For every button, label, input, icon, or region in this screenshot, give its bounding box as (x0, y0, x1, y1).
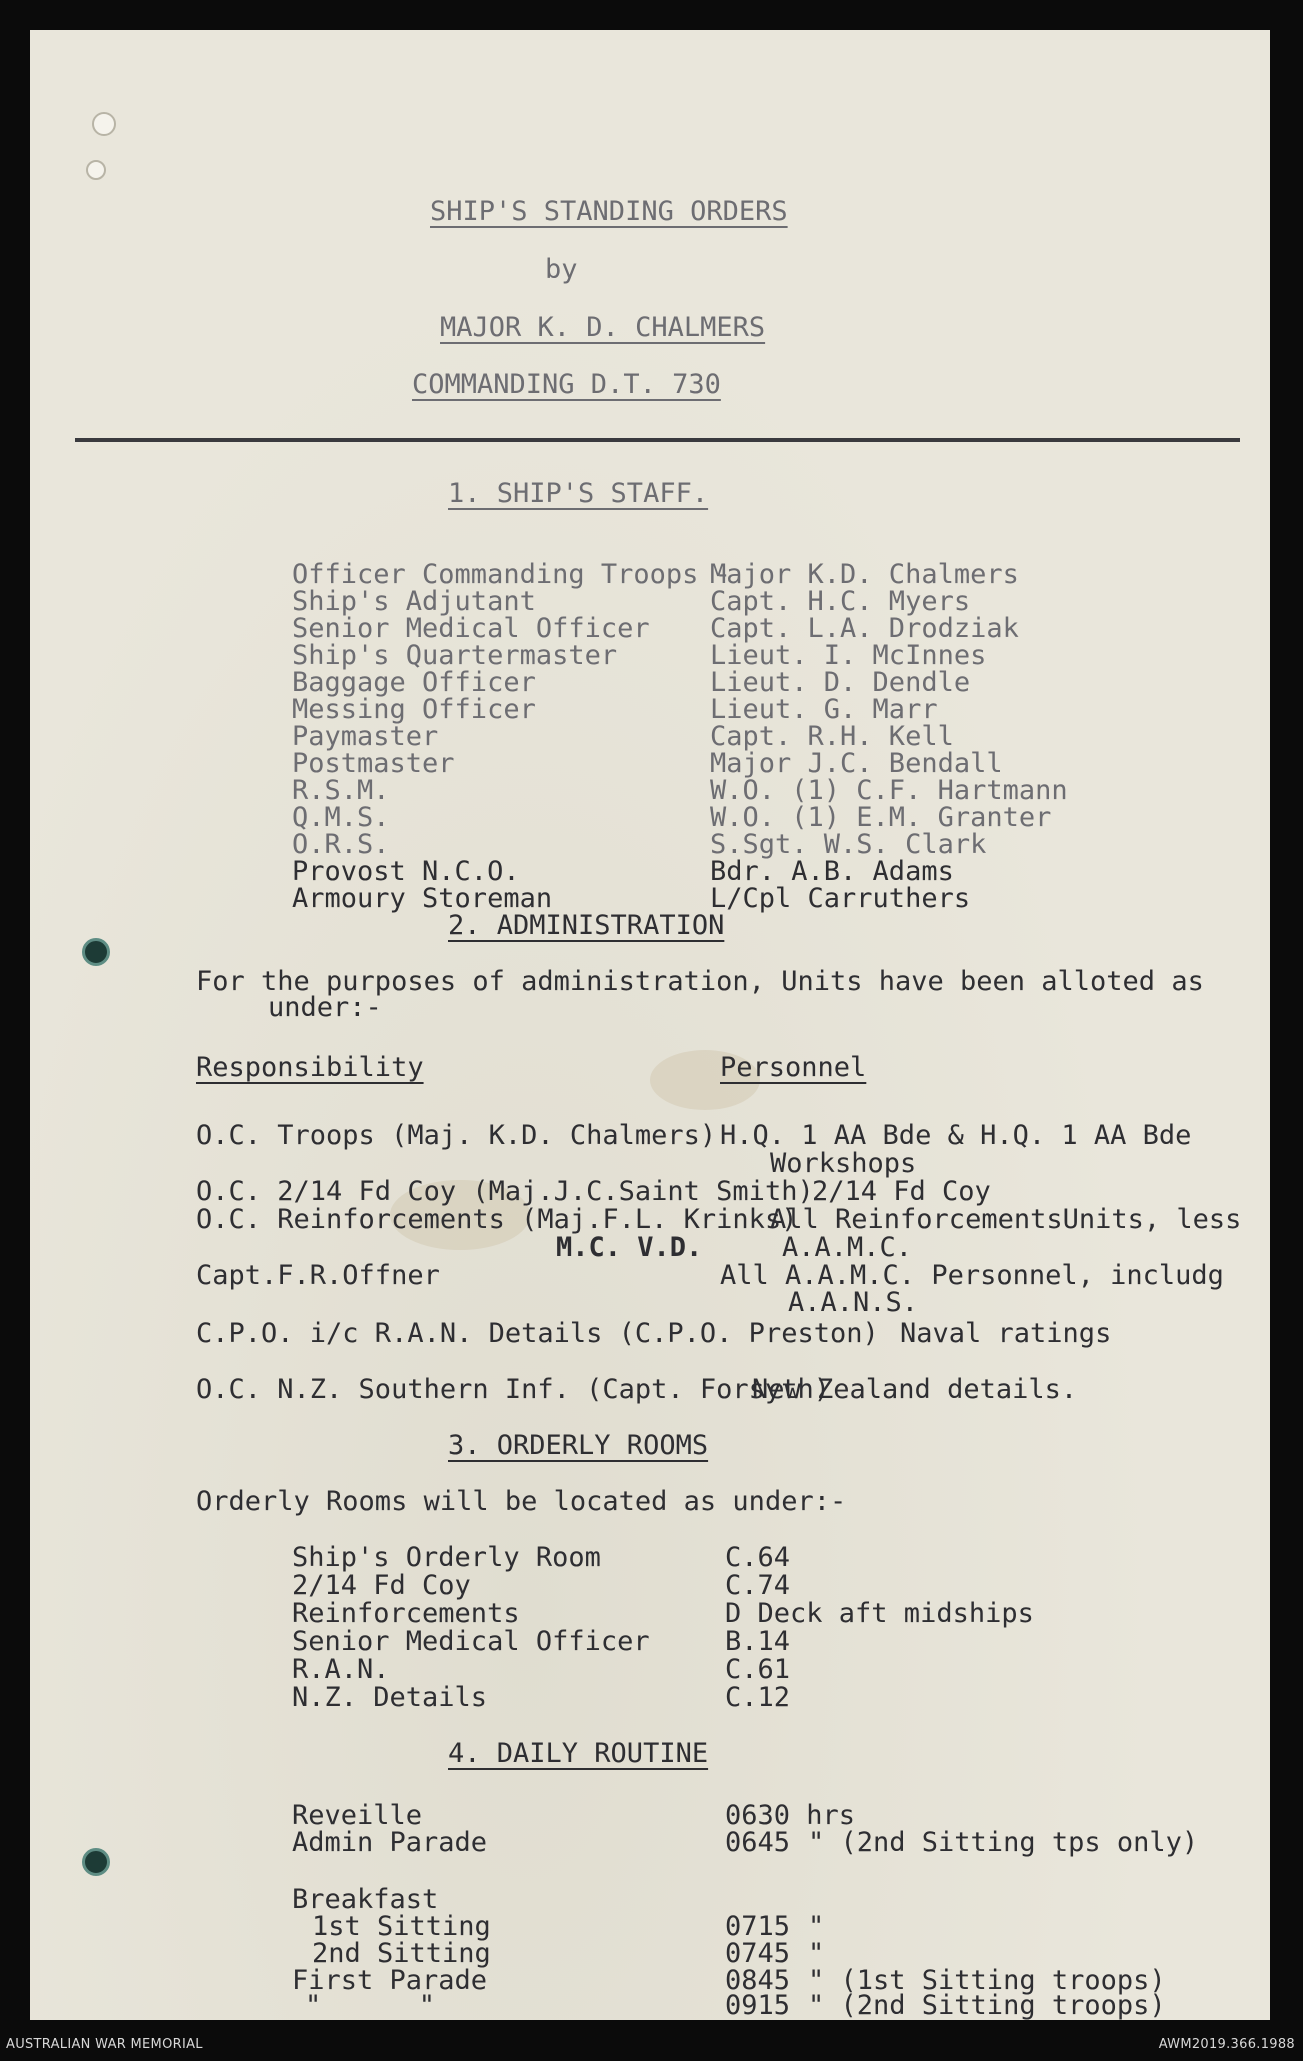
orderly-location: C.61 (725, 1654, 791, 1685)
staff-role: Baggage Officer (292, 667, 536, 698)
footer-accession: AWM2019.366.1988 (1158, 2037, 1295, 2052)
staff-role: Officer Commanding Troops - (292, 559, 731, 590)
staff-role: R.S.M. (292, 775, 390, 806)
orderly-intro: Orderly Rooms will be located as under:- (196, 1486, 847, 1517)
staff-name: Lieut. G. Marr (710, 694, 938, 725)
routine-time: 0630 hrs (725, 1800, 856, 1831)
routine-note: " (1st Sitting troops) (808, 1965, 1166, 1996)
routine-time: 0745 (725, 1938, 791, 1969)
admin-personnel: H.Q. 1 AA Bde & H.Q. 1 AA Bde (720, 1120, 1192, 1151)
orderly-location: C.12 (725, 1682, 791, 1713)
routine-item: Breakfast (292, 1884, 439, 1915)
routine-time: 0715 (725, 1911, 791, 1942)
staff-name: Bdr. A.B. Adams (710, 856, 954, 887)
orderly-room: Reinforcements (292, 1598, 520, 1629)
staff-role: Ship's Quartermaster (292, 640, 618, 671)
routine-item: Reveille (292, 1800, 423, 1831)
section1-heading: 1. SHIP'S STAFF. (448, 478, 709, 509)
admin-responsibility: O.C. 2/14 Fd Coy (Maj.J.C.Saint Smith) (196, 1176, 814, 1207)
admin-personnel: New Zealand details. (752, 1374, 1078, 1405)
admin-intro: under:- (268, 992, 382, 1023)
punch-hole (82, 1848, 110, 1876)
footer-credit: AUSTRALIAN WAR MEMORIAL (6, 2037, 203, 2052)
routine-note: " (2nd Sitting tps only) (808, 1827, 1199, 1858)
staff-name: Lieut. I. McInnes (710, 640, 987, 671)
staff-name: Capt. L.A. Drodziak (710, 613, 1019, 644)
routine-time: 0915 (725, 1990, 791, 2021)
section4-heading: 4. DAILY ROUTINE (448, 1738, 709, 1769)
staff-role: Armoury Storeman (292, 883, 553, 914)
document-page (30, 30, 1270, 2020)
staff-role: Postmaster (292, 748, 455, 779)
staff-role: Q.M.S. (292, 802, 390, 833)
staff-name: Major K.D. Chalmers (710, 559, 1019, 590)
routine-item: Admin Parade (292, 1827, 488, 1858)
orderly-room: Senior Medical Officer (292, 1626, 650, 1657)
routine-note: " (2nd Sitting troops) (808, 1990, 1166, 2021)
admin-responsibility: O.C. Troops (Maj. K.D. Chalmers) (196, 1120, 717, 1151)
orderly-location: C.74 (725, 1570, 791, 1601)
admin-personnel: All ReinforcementsUnits, less (770, 1204, 1242, 1235)
orderly-location: B.14 (725, 1626, 791, 1657)
personnel-header: Personnel (720, 1052, 867, 1083)
admin-personnel: A.A.M.C. (782, 1232, 913, 1263)
document-by: by (545, 254, 578, 285)
admin-responsibility: O.C. Reinforcements (Maj.F.L. Krinks) (196, 1204, 798, 1235)
staff-name: W.O. (1) E.M. Granter (710, 802, 1052, 833)
admin-personnel: All A.A.M.C. Personnel, includg (720, 1260, 1224, 1291)
staff-role: Provost N.C.O. (292, 856, 520, 887)
document-title: SHIP'S STANDING ORDERS (430, 196, 788, 227)
orderly-location: D Deck aft midships (725, 1598, 1034, 1629)
responsibility-header: Responsibility (196, 1052, 424, 1083)
admin-personnel: A.A.N.S. (788, 1287, 919, 1318)
staff-role: Paymaster (292, 721, 439, 752)
staff-role: Messing Officer (292, 694, 536, 725)
routine-time: 0645 (725, 1827, 791, 1858)
admin-personnel: 2/14 Fd Coy (812, 1176, 991, 1207)
admin-intro: For the purposes of administration, Units have been alloted as (196, 966, 1204, 997)
orderly-room: R.A.N. (292, 1654, 390, 1685)
routine-item: 2nd Sitting (312, 1938, 491, 1969)
staff-role: Senior Medical Officer (292, 613, 650, 644)
orderly-room: Ship's Orderly Room (292, 1542, 601, 1573)
routine-note: " (808, 1938, 825, 1969)
orderly-room: N.Z. Details (292, 1682, 488, 1713)
staff-name: Major J.C. Bendall (710, 748, 1003, 779)
header-divider (75, 438, 1240, 442)
orderly-location: C.64 (725, 1542, 791, 1573)
orderly-room: 2/14 Fd Coy (292, 1570, 471, 1601)
punch-hole (86, 160, 106, 180)
staff-name: W.O. (1) C.F. Hartmann (710, 775, 1068, 806)
staff-name: Capt. R.H. Kell (710, 721, 954, 752)
routine-item: First Parade (292, 1965, 488, 1996)
staff-name: L/Cpl Carruthers (710, 883, 971, 914)
staff-role: O.R.S. (292, 829, 390, 860)
routine-item: 1st Sitting (312, 1911, 491, 1942)
staff-name: S.Sgt. W.S. Clark (710, 829, 987, 860)
admin-responsibility: M.C. V.D. (556, 1232, 703, 1263)
admin-responsibility: C.P.O. i/c R.A.N. Details (C.P.O. Preston) (196, 1318, 879, 1349)
punch-hole (92, 112, 116, 136)
routine-note: " (808, 1911, 825, 1942)
staff-name: Lieut. D. Dendle (710, 667, 971, 698)
staff-name: Capt. H.C. Myers (710, 586, 971, 617)
admin-responsibility: Capt.F.R.Offner (196, 1260, 440, 1291)
document-command: COMMANDING D.T. 730 (412, 369, 721, 400)
admin-responsibility: O.C. N.Z. Southern Inf. (Capt. Forsyth) (196, 1374, 830, 1405)
routine-item: " " (305, 1990, 436, 2021)
punch-hole (82, 938, 110, 966)
document-author: MAJOR K. D. CHALMERS (440, 312, 766, 343)
section3-heading: 3. ORDERLY ROOMS (448, 1430, 709, 1461)
admin-personnel: Naval ratings (900, 1318, 1112, 1349)
section2-heading: 2. ADMINISTRATION (448, 910, 725, 941)
admin-personnel: Workshops (770, 1148, 917, 1179)
routine-time: 0845 (725, 1965, 791, 1996)
staff-role: Ship's Adjutant (292, 586, 536, 617)
